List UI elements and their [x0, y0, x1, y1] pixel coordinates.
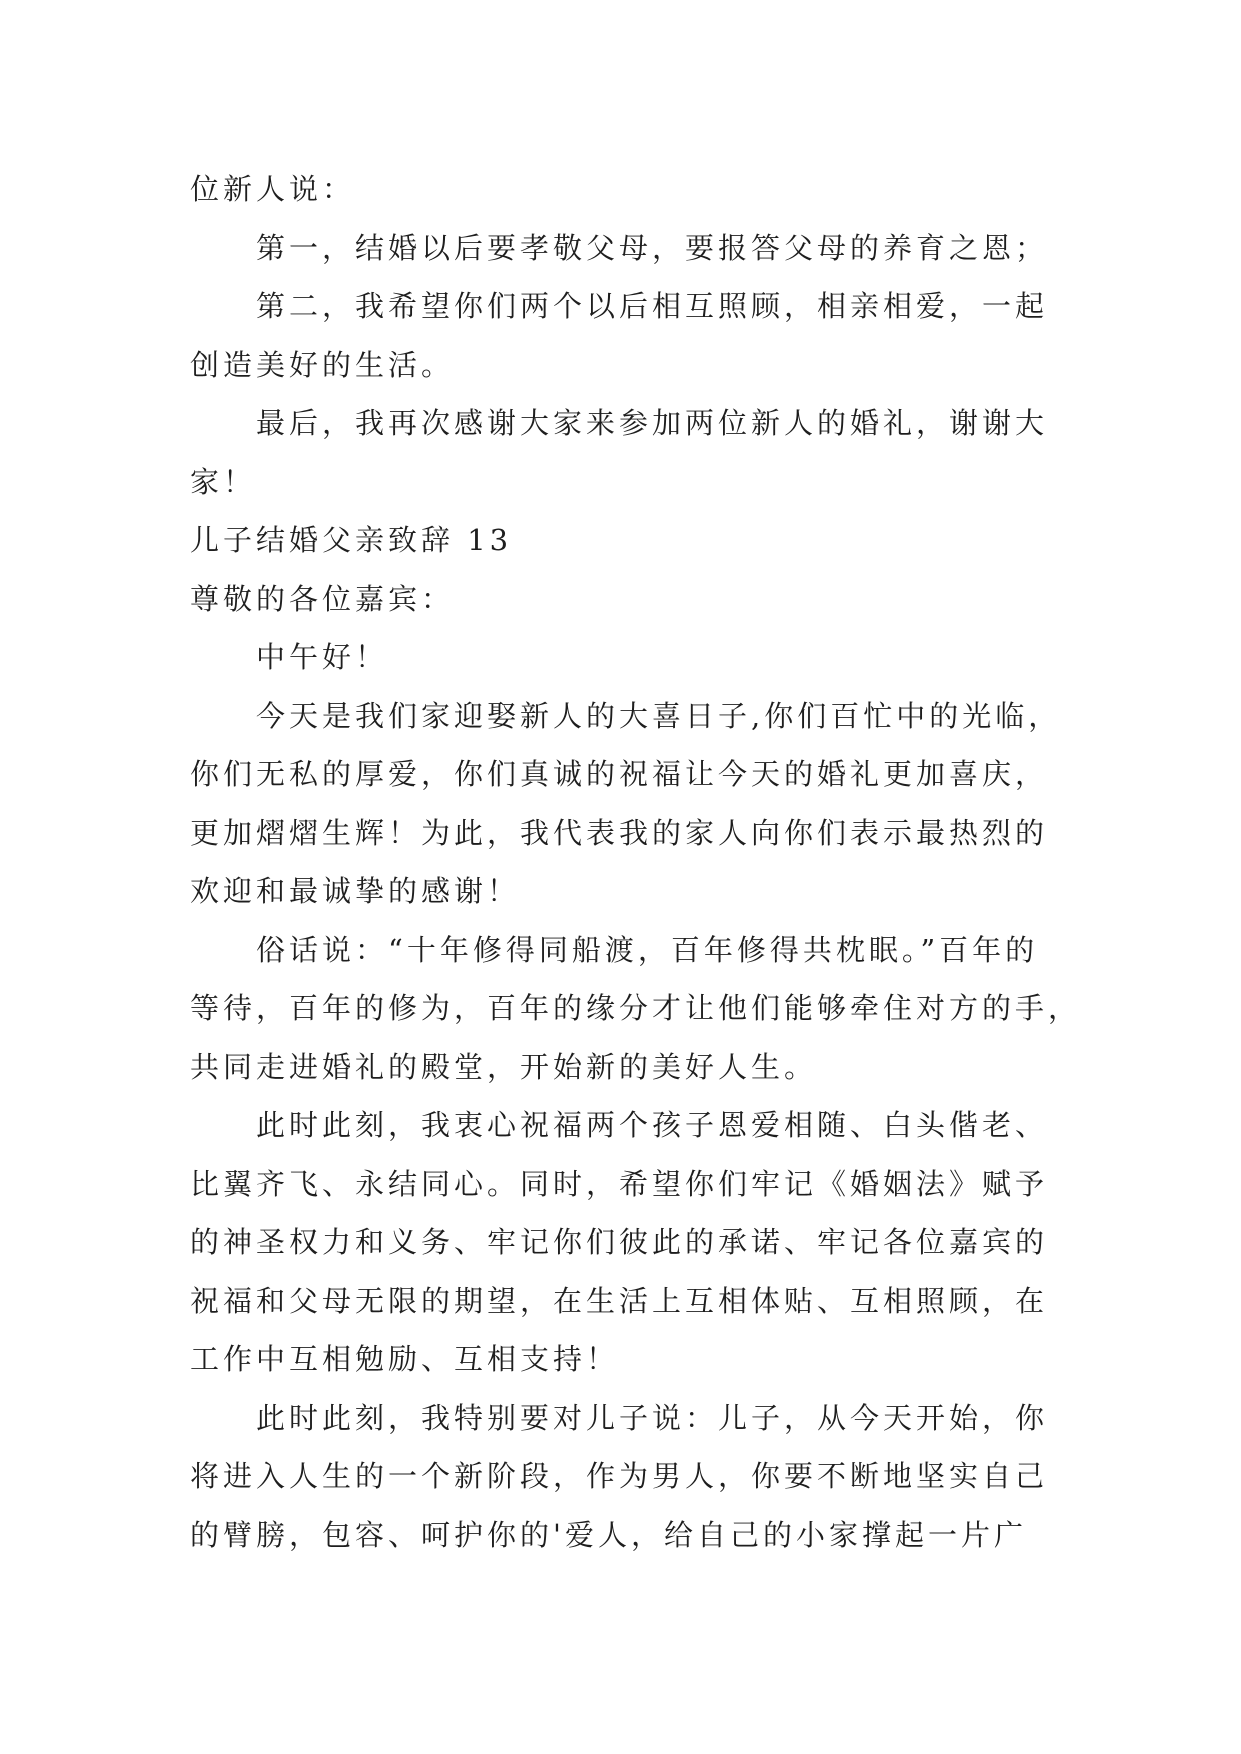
text-line: 更加熠熠生辉！为此，我代表我的家人向你们表示最热烈的 [190, 815, 1049, 850]
text-line: 的神圣权力和义务、牢记你们彼此的承诺、牢记各位嘉宾的 [190, 1225, 1049, 1259]
text-line: 你们无私的厚爱，你们真诚的祝福让今天的婚礼更加喜庆， [190, 757, 1049, 791]
text-line: 最后，我再次感谢大家来参加两位新人的婚礼，谢谢大 [256, 406, 1049, 440]
text-line: 将进入人生的一个新阶段，作为男人，你要不断地坚实自己 [190, 1459, 1049, 1493]
text-line: 共同走进婚礼的殿堂，开始新的美好人生。 [190, 1049, 818, 1084]
text-line: 俗话说：“十年修得同船渡，百年修得共枕眠。”百年的 [256, 932, 1039, 967]
text-line: 创造美好的生活。 [190, 347, 455, 382]
text-line: 祝福和父母无限的期望，在生活上互相体贴、互相照顾，在 [190, 1283, 1049, 1318]
text-line: 第一，结婚以后要孝敬父母，要报答父母的养育之恩； [256, 230, 1049, 265]
document-body [190, 160, 1082, 1564]
text-line: 工作中互相勉励、互相支持！ [190, 1342, 620, 1376]
text-line: 今天是我们家迎娶新人的大喜日子,你们百忙中的光临， [256, 698, 1062, 733]
text-line: 此时此刻，我特别要对儿子说：儿子，从今天开始，你 [256, 1400, 1049, 1435]
section-title: 儿子结婚父亲致辞 13 [190, 523, 513, 557]
text-line: 家！ [190, 464, 257, 499]
salutation: 尊敬的各位嘉宾： [190, 581, 455, 616]
text-line: 位新人说： [190, 172, 356, 206]
text-line: 欢迎和最诚挚的感谢！ [190, 874, 521, 908]
text-line: 等待，百年的修为，百年的缘分才让他们能够牵住对方的手， [190, 991, 1082, 1025]
text-line: 比翼齐飞、永结同心。同时，希望你们牢记《婚姻法》赋予 [190, 1166, 1049, 1201]
text-line: 第二，我希望你们两个以后相互照顾，相亲相爱，一起 [256, 289, 1049, 323]
greeting: 中午好！ [256, 640, 389, 674]
text-line: 的臂膀，包容、呵护你的'爱人，给自己的小家撑起一片广 [190, 1517, 1027, 1552]
text-line: 此时此刻，我衷心祝福两个孩子恩爱相随、白头偕老、 [256, 1108, 1049, 1142]
